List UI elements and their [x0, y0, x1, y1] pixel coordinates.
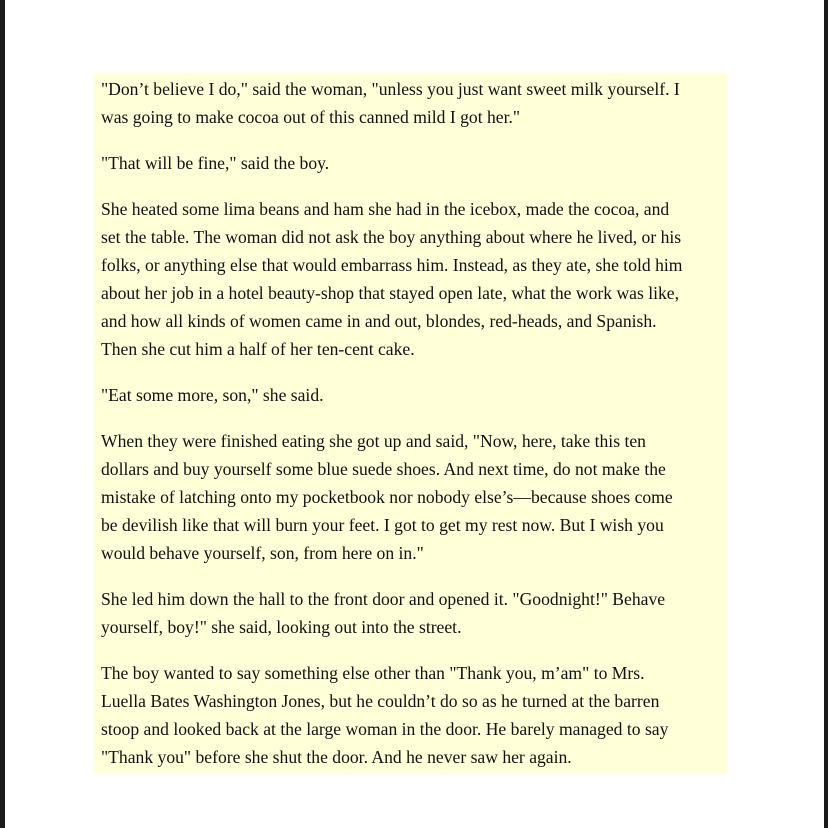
paragraph-4: "Eat some more, son," she said. [101, 385, 324, 405]
paragraph-1: "Don’t believe I do," said the woman, "unless you just want sweet milk yourself. I was going to make cocoa out of this canned mild I got her." [101, 79, 680, 127]
paragraph-7: The boy wanted to say something else other than "Thank you, m’am" to Mrs. Luella Bates Washington Jones, but he couldn’t do so as he turned at the barren stoop and looked back at the large woman in the door. He barely managed to say "Thank you" before she shut the door. And he never saw her again. [101, 663, 669, 767]
paragraph-3: She heated some lima beans and ham she had in the icebox, made the cocoa, and set the table. The woman did not ask the boy anything about where he lived, or his folks, or anything else that would embarrass him. Instead, as they ate, she told him about her job in a hotel beauty-shop that stayed open late, what the work was like, and how all kinds of women came in and out, blondes, red-heads, and Spanish. Then she cut him a half of her ten-cent cake. [101, 199, 683, 359]
left-border [0, 0, 5, 828]
paragraph-5: When they were finished eating she got up and said, "Now, here, take this ten dollars and buy yourself some blue suede shoes. And next time, do not make the mistake of latching onto my pocketbook nor nobody else’s—because shoes come be devilish like that will burn your feet. I got to get my rest now. But I wish you would behave yourself, son, from here on in." [101, 431, 673, 563]
paragraph-6: She led him down the hall to the front door and opened it. "Goodnight!" Behave yourself, boy!" she said, looking out into the street. [101, 589, 666, 637]
paragraph-2: "That will be fine," said the boy. [101, 153, 330, 173]
highlighted-text-block [94, 74, 727, 774]
right-border [824, 0, 828, 828]
